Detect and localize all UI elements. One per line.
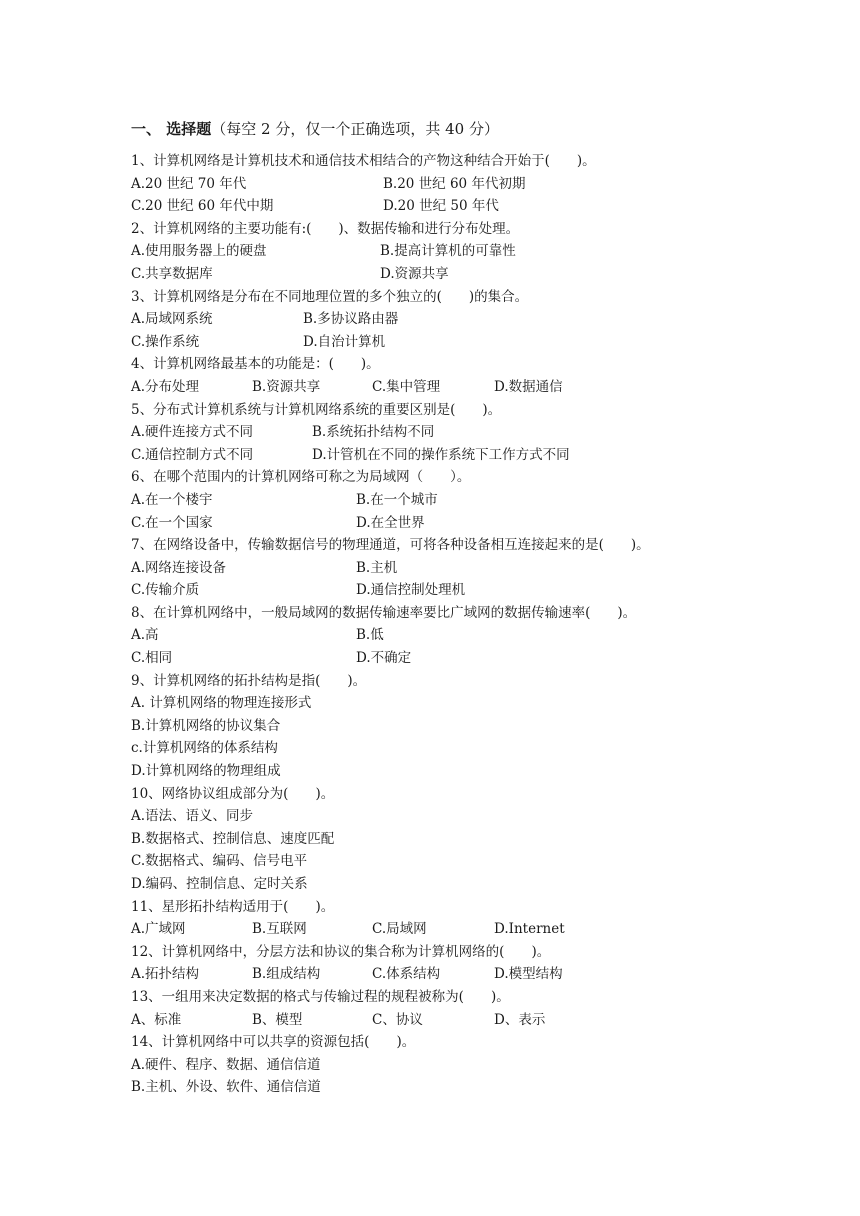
option-text: A.在一个楼宇 — [131, 491, 213, 508]
question-stem-text: 1、计算机网络是计算机技术和通信技术相结合的产物这种结合开始于( )。 — [131, 153, 596, 169]
option-text: A.使用服务器上的硬盘 — [131, 243, 267, 260]
option-text: D.数据通信 — [494, 378, 563, 395]
option-text: D.计管机在不同的操作系统下工作方式不同 — [312, 446, 570, 463]
option-text: B.数据格式、控制信息、速度匹配 — [131, 830, 335, 847]
option-row — [131, 760, 771, 783]
question-stem-text: 13、一组用来决定数据的格式与传输过程的规程被称为( )。 — [131, 988, 510, 1005]
option-text: A. 计算机网络的物理连接形式 — [131, 695, 312, 712]
question-stem — [131, 1031, 771, 1054]
question-stem — [131, 986, 771, 1009]
option-row — [131, 557, 771, 580]
question-stem-text: 8、在计算机网络中，一般局域网的数据传输速率要比广域网的数据传输速率( )。 — [131, 604, 637, 621]
question-stem-text: 12、计算机网络中，分层方法和协议的集合称为计算机网络的( )。 — [131, 943, 551, 960]
option-row — [131, 737, 771, 760]
question-stem — [131, 783, 771, 806]
question-stem-text: 6、在哪个范围内的计算机网络可称之为局域网（ ）。 — [131, 469, 471, 486]
option-row — [131, 376, 771, 399]
option-text: C.体系结构 — [372, 966, 441, 983]
question-list — [131, 150, 771, 1099]
option-text: D.Internet — [494, 921, 565, 938]
option-text: D.自治计算机 — [303, 333, 386, 350]
option-text: A、标准 — [131, 1011, 182, 1028]
option-row — [131, 873, 771, 896]
option-text: B.提高计算机的可靠性 — [380, 243, 516, 260]
option-text: A.拓扑结构 — [131, 966, 200, 983]
option-text: C.共享数据库 — [131, 265, 213, 282]
option-row — [131, 963, 771, 986]
option-row — [131, 1076, 771, 1099]
option-row — [131, 692, 771, 715]
option-text: A.广域网 — [131, 921, 186, 938]
question-stem — [131, 534, 771, 557]
question-stem-text: 7、在网络设备中，传输数据信号的物理通道，可将各种设备相互连接起来的是( )。 — [131, 537, 650, 554]
option-text: D.模型结构 — [494, 966, 563, 983]
question-stem-text: 10、网络协议组成部分为( )。 — [131, 785, 335, 802]
option-text: C.相同 — [131, 650, 173, 667]
option-row — [131, 828, 771, 851]
option-text: D.在全世界 — [356, 514, 425, 531]
option-text: B、模型 — [252, 1011, 303, 1028]
option-text: C.局域网 — [372, 921, 427, 938]
option-text: A.20 世纪 70 年代 — [131, 175, 247, 192]
question-stem — [131, 286, 771, 309]
question-stem-text: 3、计算机网络是分布在不同地理位置的多个独立的( )的集合。 — [131, 288, 529, 305]
option-text: A.分布处理 — [131, 378, 200, 395]
question-stem-text: 2、计算机网络的主要功能有:( )、数据传输和进行分布处理。 — [131, 220, 520, 237]
question-stem — [131, 150, 771, 173]
option-text: D.通信控制处理机 — [356, 582, 466, 599]
option-text: B.在一个城市 — [356, 491, 438, 508]
option-text: A.语法、语义、同步 — [131, 808, 254, 825]
question-stem — [131, 670, 771, 693]
option-text: D.20 世纪 50 年代 — [383, 198, 499, 215]
option-row — [131, 489, 771, 512]
option-text: C、协议 — [372, 1011, 423, 1028]
section-heading: 一、 选择题 — [131, 120, 212, 138]
question-stem — [131, 896, 771, 919]
option-row — [131, 444, 771, 467]
question-stem — [131, 399, 771, 422]
option-row — [131, 308, 771, 331]
option-row — [131, 240, 771, 263]
question-stem — [131, 602, 771, 625]
option-text: A.硬件、程序、数据、通信信道 — [131, 1056, 321, 1073]
option-text: C.数据格式、编码、信号电平 — [131, 853, 308, 870]
option-row — [131, 624, 771, 647]
option-text: D、表示 — [494, 1011, 546, 1028]
option-text: B.系统拓扑结构不同 — [312, 424, 435, 441]
section-title — [131, 119, 499, 139]
option-text: B.互联网 — [252, 921, 307, 938]
option-text: D.资源共享 — [380, 265, 449, 282]
question-stem — [131, 466, 771, 489]
option-text: D.计算机网络的物理组成 — [131, 763, 281, 780]
question-stem-text: 14、计算机网络中可以共享的资源包括( )。 — [131, 1034, 416, 1051]
option-text: C.在一个国家 — [131, 514, 213, 531]
option-row — [131, 850, 771, 873]
option-text: c.计算机网络的体系结构 — [131, 740, 278, 757]
option-row — [131, 421, 771, 444]
option-text: A.网络连接设备 — [131, 559, 227, 576]
option-row — [131, 805, 771, 828]
option-text: B.20 世纪 60 年代初期 — [383, 175, 526, 192]
option-text: B.主机 — [356, 559, 398, 576]
question-stem-text: 9、计算机网络的拓扑结构是指( )。 — [131, 672, 367, 689]
option-row — [131, 579, 771, 602]
question-stem — [131, 941, 771, 964]
option-text: B.组成结构 — [252, 966, 321, 983]
option-text: D.编码、控制信息、定时关系 — [131, 876, 308, 892]
option-row — [131, 715, 771, 738]
option-row — [131, 195, 771, 218]
question-stem-text: 11、星形拓扑结构适用于( )。 — [131, 898, 335, 915]
option-row — [131, 331, 771, 354]
option-text: C.操作系统 — [131, 333, 200, 350]
option-row — [131, 1009, 771, 1032]
option-text: A.高 — [131, 627, 159, 644]
option-text: C.通信控制方式不同 — [131, 446, 254, 463]
option-text: D.不确定 — [356, 650, 412, 667]
option-row — [131, 512, 771, 535]
option-text: C.20 世纪 60 年代中期 — [131, 198, 274, 215]
question-stem-text: 4、计算机网络最基本的功能是：( )。 — [131, 356, 380, 373]
option-text: B.多协议路由器 — [303, 311, 399, 328]
question-stem-text: 5、分布式计算机系统与计算机网络系统的重要区别是( )。 — [131, 401, 502, 418]
option-text: B.低 — [356, 627, 384, 644]
question-stem — [131, 218, 771, 241]
question-stem — [131, 353, 771, 376]
option-text: B.计算机网络的协议集合 — [131, 717, 281, 734]
option-row — [131, 647, 771, 670]
option-text: C.集中管理 — [372, 378, 441, 395]
option-text: A.局域网系统 — [131, 311, 213, 328]
section-note: （每空 2 分，仅一个正确选项，共 40 分） — [211, 120, 499, 138]
option-text: C.传输介质 — [131, 582, 200, 599]
option-row — [131, 918, 771, 941]
option-row — [131, 263, 771, 286]
option-text: B.资源共享 — [252, 378, 321, 395]
option-text: A.硬件连接方式不同 — [131, 424, 254, 441]
option-row — [131, 173, 771, 196]
option-text: B.主机、外设、软件、通信信道 — [131, 1079, 321, 1096]
option-row — [131, 1054, 771, 1077]
